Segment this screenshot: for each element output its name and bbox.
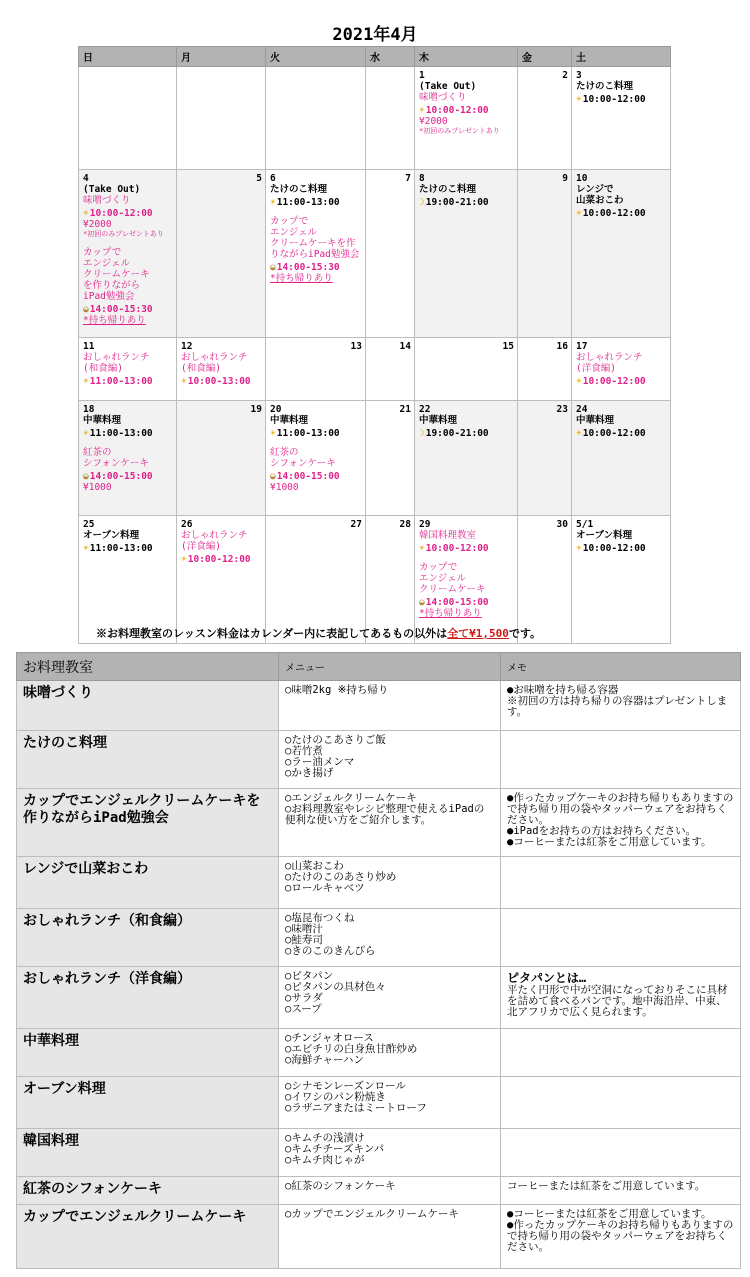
calendar-title: 2021年4月 bbox=[332, 25, 418, 45]
calendar-week bbox=[79, 67, 671, 170]
weekday-wed: 水 bbox=[366, 47, 415, 67]
memo bbox=[501, 1177, 741, 1205]
day-number: 9 bbox=[562, 173, 568, 184]
class-name: おしゃれランチ（洋食編） bbox=[17, 967, 279, 1029]
event-text: エンジェル bbox=[419, 573, 467, 584]
spacer bbox=[419, 554, 514, 562]
memo-line: コーヒーまたは紅茶をご用意しています。 bbox=[507, 1180, 706, 1192]
event-text: オーブン料理 bbox=[576, 530, 633, 541]
event-text: iPad勉強会 bbox=[83, 291, 135, 302]
event-time-text: 14:00-15:00 bbox=[425, 597, 489, 608]
calendar-day bbox=[177, 67, 266, 170]
class-name: オーブン料理 bbox=[17, 1077, 279, 1129]
event-text: ¥1000 bbox=[270, 482, 299, 493]
menu-row bbox=[17, 967, 741, 1029]
calendar-day bbox=[79, 401, 177, 516]
event-text: シフォンケーキ bbox=[270, 458, 336, 469]
day-number: 17 bbox=[576, 341, 588, 352]
event-time bbox=[576, 376, 667, 387]
menu-item: ○キムチチーズキンパ bbox=[285, 1143, 385, 1155]
event-text: 中華料理 bbox=[576, 415, 615, 426]
menu-item: ○シナモンレーズンロール bbox=[285, 1080, 406, 1092]
sun-icon: ☀ bbox=[419, 105, 425, 116]
day-number: 18 bbox=[83, 404, 95, 415]
calendar-day bbox=[177, 170, 266, 338]
menu-item: ○エンジェルクリームケーキ bbox=[285, 792, 417, 804]
event-time-text: 10:00-12:00 bbox=[582, 376, 646, 387]
calendar-day bbox=[79, 170, 177, 338]
sun-icon: ☀ bbox=[576, 428, 582, 439]
memo-line: ●コーヒーまたは紅茶をご用意しています。 bbox=[507, 1208, 712, 1220]
event-time-text: 11:00-13:00 bbox=[89, 376, 153, 387]
menu-item: ○キムチの浅漬け bbox=[285, 1132, 365, 1144]
header-memo: メモ bbox=[501, 653, 741, 681]
spacer bbox=[270, 439, 362, 447]
weekday-mon: 月 bbox=[177, 47, 266, 67]
calendar-day bbox=[572, 170, 671, 338]
event-time-text: 10:00-12:00 bbox=[89, 208, 153, 219]
weekday-header bbox=[79, 47, 671, 67]
menu-items bbox=[279, 731, 501, 789]
event-time-text: 14:00-15:30 bbox=[276, 262, 340, 273]
menu-items bbox=[279, 789, 501, 857]
event-time bbox=[83, 428, 173, 439]
event-time-text: 10:00-12:00 bbox=[187, 554, 251, 565]
menu-row bbox=[17, 1029, 741, 1077]
menu-item: ○ピタパン bbox=[285, 970, 334, 982]
menu-row bbox=[17, 789, 741, 857]
event-time bbox=[83, 208, 173, 219]
event-time-text: 10:00-12:00 bbox=[582, 543, 646, 554]
event-time-text: 10:00-12:00 bbox=[582, 94, 646, 105]
menu-item: ○ロールキャベツ bbox=[285, 882, 365, 894]
menu-item: ○たけのこあさりご飯 bbox=[285, 734, 386, 746]
menu-row bbox=[17, 681, 741, 731]
event-text: ¥1000 bbox=[83, 482, 112, 493]
event-time bbox=[83, 304, 173, 315]
menu-table-header bbox=[17, 653, 741, 681]
day-number: 19 bbox=[250, 404, 262, 415]
weekday-thu: 木 bbox=[415, 47, 518, 67]
day-number: 2 bbox=[562, 70, 568, 81]
memo bbox=[501, 857, 741, 909]
weekday-sat: 土 bbox=[572, 47, 671, 67]
class-name: おしゃれランチ（和食編） bbox=[17, 909, 279, 967]
event-text: たけのこ料理 bbox=[576, 81, 634, 92]
day-number: 3 bbox=[576, 70, 582, 81]
event-text: 紅茶の bbox=[83, 447, 112, 458]
memo-line: ●iPadをお持ちの方はお持ちください。 bbox=[507, 825, 697, 837]
event-text: たけのこ料理 bbox=[419, 184, 477, 195]
memo bbox=[501, 1205, 741, 1269]
memo bbox=[501, 731, 741, 789]
class-name: 味噌づくり bbox=[17, 681, 279, 731]
menu-item: ○紅茶のシフォンケーキ bbox=[285, 1180, 396, 1192]
event-text: カップで bbox=[270, 216, 309, 227]
sun-icon: ☀ bbox=[576, 376, 582, 387]
event-text: 中華料理 bbox=[83, 415, 122, 426]
menu-items bbox=[279, 1177, 501, 1205]
menu-items bbox=[279, 1129, 501, 1177]
sun-icon: ☀ bbox=[576, 94, 582, 105]
event-time bbox=[576, 94, 667, 105]
day-number: 12 bbox=[181, 341, 193, 352]
event-time bbox=[576, 428, 667, 439]
price-note-suffix: です。 bbox=[508, 627, 542, 640]
event-text: *持ち帰りあり bbox=[270, 273, 333, 284]
header-class: お料理教室 bbox=[17, 653, 279, 681]
day-number: 29 bbox=[419, 519, 431, 530]
event-time-text: 10:00-12:00 bbox=[425, 543, 489, 554]
day-number: 20 bbox=[270, 404, 282, 415]
day-number: 28 bbox=[399, 519, 411, 530]
memo bbox=[501, 1029, 741, 1077]
class-name: カップでエンジェルクリームケーキ bbox=[17, 1205, 279, 1269]
memo-line: ●お味噌を持ち帰る容器 bbox=[507, 684, 619, 696]
sun-icon: ☀ bbox=[270, 197, 276, 208]
menu-items bbox=[279, 1205, 501, 1269]
event-text: *初回のみプレゼントあり bbox=[83, 230, 164, 238]
event-time-text: 14:00-15:00 bbox=[89, 471, 153, 482]
day-number: 6 bbox=[270, 173, 276, 184]
day-number: 27 bbox=[350, 519, 362, 530]
class-name: たけのこ料理 bbox=[17, 731, 279, 789]
event-time bbox=[83, 376, 173, 387]
sun-icon: ☀ bbox=[576, 208, 582, 219]
cupcake-icon: ◒ bbox=[83, 471, 89, 482]
menu-row bbox=[17, 1077, 741, 1129]
event-text: 紅茶の bbox=[270, 447, 299, 458]
menu-item: ○きのこのきんぴら bbox=[285, 945, 376, 957]
calendar-day bbox=[266, 170, 366, 338]
calendar-day bbox=[572, 67, 671, 170]
menu-item: ○ラザニアまたはミートローフ bbox=[285, 1102, 427, 1114]
menu-row bbox=[17, 1205, 741, 1269]
menu-table bbox=[16, 652, 741, 1269]
price-note-text: ※お料理教室のレッスン料金はカレンダー内に表記してあるもの以外は bbox=[96, 627, 448, 640]
menu-item: ○たけのこのあさり炒め bbox=[285, 871, 397, 883]
day-number: 16 bbox=[556, 341, 568, 352]
day-number: 11 bbox=[83, 341, 95, 352]
spacer bbox=[83, 239, 173, 247]
moon-icon: ☽ bbox=[419, 428, 425, 439]
menu-item: ○ピタパンの具材色々 bbox=[285, 981, 386, 993]
event-text: 中華料理 bbox=[270, 415, 309, 426]
event-text: レンジで bbox=[576, 184, 614, 195]
event-time-text: 10:00-12:00 bbox=[425, 105, 489, 116]
memo-line: ピタパンとは… bbox=[507, 971, 587, 985]
calendar-day bbox=[518, 67, 572, 170]
menu-item: ○チンジャオロース bbox=[285, 1032, 374, 1044]
day-number: 24 bbox=[576, 404, 588, 415]
menu-item: ○スープ bbox=[285, 1003, 322, 1015]
calendar-day bbox=[177, 401, 266, 516]
day-number: 13 bbox=[350, 341, 362, 352]
weekday-tue: 火 bbox=[266, 47, 366, 67]
menu-item: ○鮭寿司 bbox=[285, 934, 323, 946]
day-number: 5 bbox=[256, 173, 262, 184]
event-time bbox=[83, 471, 173, 482]
event-text: (洋食編) bbox=[576, 363, 616, 374]
menu-item: ○お料理教室やレシピ整理で使えるiPadの便利な使い方をご紹介します。 bbox=[285, 803, 485, 826]
spacer bbox=[270, 208, 362, 216]
event-time-text: 11:00-13:00 bbox=[276, 428, 340, 439]
event-time-text: 19:00-21:00 bbox=[425, 428, 489, 439]
day-number: 15 bbox=[502, 341, 514, 352]
event-text: (Take Out) bbox=[83, 184, 141, 195]
event-time bbox=[419, 543, 514, 554]
day-number: 8 bbox=[419, 173, 425, 184]
menu-item: ○カップでエンジェルクリームケーキ bbox=[285, 1208, 459, 1220]
event-text: オーブン料理 bbox=[83, 530, 140, 541]
header-menu: メニュー bbox=[279, 653, 501, 681]
sun-icon: ☀ bbox=[83, 428, 89, 439]
cupcake-icon: ◒ bbox=[270, 262, 276, 273]
menu-row bbox=[17, 1177, 741, 1205]
event-text: りながらiPad勉強会 bbox=[270, 249, 360, 260]
menu-item: ○塩昆布つくね bbox=[285, 912, 355, 924]
memo bbox=[501, 967, 741, 1029]
event-time bbox=[576, 208, 667, 219]
menu-row bbox=[17, 909, 741, 967]
event-time-text: 19:00-21:00 bbox=[425, 197, 489, 208]
event-time bbox=[270, 262, 362, 273]
day-number: 22 bbox=[419, 404, 431, 415]
event-time bbox=[419, 428, 514, 439]
calendar-day bbox=[366, 338, 415, 401]
event-text: おしゃれランチ bbox=[83, 352, 150, 363]
weekday-sun: 日 bbox=[79, 47, 177, 67]
event-text: 味噌づくり bbox=[83, 195, 131, 206]
calendar-day bbox=[266, 338, 366, 401]
memo-line: ●コーヒーまたは紅茶をご用意しています。 bbox=[507, 836, 712, 848]
event-text: たけのこ料理 bbox=[270, 184, 328, 195]
memo bbox=[501, 909, 741, 967]
menu-items bbox=[279, 1077, 501, 1129]
event-time bbox=[419, 597, 514, 608]
event-text: *持ち帰りあり bbox=[83, 315, 146, 326]
event-time-text: 10:00-13:00 bbox=[187, 376, 251, 387]
sun-icon: ☀ bbox=[83, 376, 89, 387]
calendar-week bbox=[79, 170, 671, 338]
event-time-text: 11:00-13:00 bbox=[89, 543, 153, 554]
calendar-day bbox=[572, 401, 671, 516]
event-text: シフォンケーキ bbox=[83, 458, 149, 469]
event-text: 中華料理 bbox=[419, 415, 458, 426]
day-number: 5/1 bbox=[576, 519, 594, 530]
spacer bbox=[83, 439, 173, 447]
calendar-week bbox=[79, 338, 671, 401]
event-time bbox=[270, 428, 362, 439]
calendar-day bbox=[79, 67, 177, 170]
event-time bbox=[83, 543, 173, 554]
class-name: 韓国料理 bbox=[17, 1129, 279, 1177]
calendar-day bbox=[518, 401, 572, 516]
cupcake-icon: ◒ bbox=[419, 597, 425, 608]
sun-icon: ☀ bbox=[576, 543, 582, 554]
day-number: 23 bbox=[556, 404, 568, 415]
event-text: (和食編) bbox=[83, 363, 123, 374]
memo-line: 平たく円形で中が空洞になっておりそこに具材を詰めて食べるパンです。地中海沿岸、中東、北アフリカで広く見られます。 bbox=[507, 984, 728, 1018]
event-text: 山菜おこわ bbox=[576, 195, 624, 206]
memo bbox=[501, 1129, 741, 1177]
menu-items bbox=[279, 909, 501, 967]
event-text: (和食編) bbox=[181, 363, 221, 374]
memo bbox=[501, 681, 741, 731]
event-time-text: 10:00-12:00 bbox=[582, 208, 646, 219]
event-text: (Take Out) bbox=[419, 81, 477, 92]
day-number: 14 bbox=[399, 341, 411, 352]
day-number: 21 bbox=[399, 404, 411, 415]
sun-icon: ☀ bbox=[181, 554, 187, 565]
menu-item: ○イワシのパン粉焼き bbox=[285, 1091, 386, 1103]
class-name: 紅茶のシフォンケーキ bbox=[17, 1177, 279, 1205]
event-text: おしゃれランチ bbox=[181, 352, 248, 363]
menu-items bbox=[279, 857, 501, 909]
event-text: (洋食編) bbox=[181, 541, 221, 552]
calendar-day bbox=[518, 170, 572, 338]
event-text: おしゃれランチ bbox=[576, 352, 643, 363]
class-name: カップでエンジェルクリームケーキを作りながらiPad勉強会 bbox=[17, 789, 279, 857]
event-text: おしゃれランチ bbox=[181, 530, 248, 541]
menu-item: ○海鮮チャーハン bbox=[285, 1054, 364, 1066]
calendar-day bbox=[266, 67, 366, 170]
event-time bbox=[181, 554, 262, 565]
price-note bbox=[96, 625, 696, 641]
event-text: ¥2000 bbox=[83, 219, 112, 230]
event-text: クリームケーキを作 bbox=[270, 238, 356, 249]
event-time bbox=[419, 197, 514, 208]
event-text: 味噌づくり bbox=[419, 92, 467, 103]
calendar-day bbox=[366, 67, 415, 170]
event-time-text: 10:00-12:00 bbox=[582, 428, 646, 439]
calendar-week bbox=[79, 401, 671, 516]
memo bbox=[501, 789, 741, 857]
calendar-day bbox=[266, 401, 366, 516]
cupcake-icon: ◒ bbox=[270, 471, 276, 482]
menu-item: ○味噌汁 bbox=[285, 923, 323, 935]
event-text: エンジェル bbox=[270, 227, 318, 238]
event-text: エンジェル bbox=[83, 258, 131, 269]
event-time bbox=[270, 197, 362, 208]
sun-icon: ☀ bbox=[83, 543, 89, 554]
calendar-day bbox=[415, 401, 518, 516]
event-time bbox=[576, 543, 667, 554]
day-number: 26 bbox=[181, 519, 193, 530]
event-time-text: 14:00-15:30 bbox=[89, 304, 153, 315]
menu-item: ○ラー油メンマ bbox=[285, 756, 355, 768]
event-text: を作りながら bbox=[83, 280, 141, 291]
event-text: *初回のみプレゼントあり bbox=[419, 127, 500, 135]
day-number: 10 bbox=[576, 173, 588, 184]
price-note-highlight: 全て¥1,500 bbox=[447, 627, 509, 640]
menu-item: ○山菜おこわ bbox=[285, 860, 344, 872]
calendar-day bbox=[415, 170, 518, 338]
weekday-fri: 金 bbox=[518, 47, 572, 67]
menu-row bbox=[17, 857, 741, 909]
memo-line: ●作ったカップケーキのお持ち帰りもありますので持ち帰り用の袋やタッパーウェアをお持ちください。 bbox=[507, 792, 734, 826]
moon-icon: ☽ bbox=[419, 197, 425, 208]
calendar-day bbox=[366, 401, 415, 516]
menu-item: ○かき揚げ bbox=[285, 767, 334, 779]
sun-icon: ☀ bbox=[83, 208, 89, 219]
event-time bbox=[270, 471, 362, 482]
event-time bbox=[181, 376, 262, 387]
menu-item: ○若竹煮 bbox=[285, 745, 323, 757]
class-name: レンジで山菜おこわ bbox=[17, 857, 279, 909]
event-time-text: 14:00-15:00 bbox=[276, 471, 340, 482]
event-time bbox=[419, 105, 514, 116]
calendar bbox=[78, 46, 671, 644]
memo bbox=[501, 1077, 741, 1129]
day-number: 1 bbox=[419, 70, 425, 81]
day-number: 7 bbox=[405, 173, 411, 184]
menu-items bbox=[279, 681, 501, 731]
event-time-text: 11:00-13:00 bbox=[276, 197, 340, 208]
day-number: 4 bbox=[83, 173, 89, 184]
event-text: カップで bbox=[83, 247, 122, 258]
day-number: 25 bbox=[83, 519, 95, 530]
event-text: ¥2000 bbox=[419, 116, 448, 127]
menu-item: ○味噌2kg ※持ち帰り bbox=[285, 684, 389, 696]
memo-line: ※初回の方は持ち帰りの容器はプレゼントします。 bbox=[507, 695, 728, 718]
sun-icon: ☀ bbox=[270, 428, 276, 439]
menu-item: ○サラダ bbox=[285, 992, 323, 1004]
menu-item: ○キムチ肉じゃが bbox=[285, 1154, 365, 1166]
event-text: 韓国料理教室 bbox=[419, 530, 477, 541]
menu-row bbox=[17, 1129, 741, 1177]
event-text: カップで bbox=[419, 562, 458, 573]
day-number: 30 bbox=[556, 519, 568, 530]
calendar-day bbox=[415, 338, 518, 401]
menu-row bbox=[17, 731, 741, 789]
event-text: *持ち帰りあり bbox=[419, 608, 482, 619]
menu-items bbox=[279, 967, 501, 1029]
class-name: 中華料理 bbox=[17, 1029, 279, 1077]
event-text: クリームケーキ bbox=[419, 584, 486, 595]
calendar-day bbox=[79, 338, 177, 401]
event-text: クリームケーキ bbox=[83, 269, 150, 280]
calendar-day bbox=[366, 170, 415, 338]
calendar-day bbox=[518, 338, 572, 401]
event-time-text: 11:00-13:00 bbox=[89, 428, 153, 439]
menu-items bbox=[279, 1029, 501, 1077]
calendar-day bbox=[415, 67, 518, 170]
memo-line: ●作ったカップケーキのお持ち帰りもありますので持ち帰り用の袋やタッパーウェアをお持ちください。 bbox=[507, 1219, 734, 1253]
calendar-day bbox=[572, 338, 671, 401]
calendar-day bbox=[177, 338, 266, 401]
menu-item: ○エビチリの白身魚甘酢炒め bbox=[285, 1043, 418, 1055]
sun-icon: ☀ bbox=[181, 376, 187, 387]
sun-icon: ☀ bbox=[419, 543, 425, 554]
cupcake-icon: ◒ bbox=[83, 304, 89, 315]
